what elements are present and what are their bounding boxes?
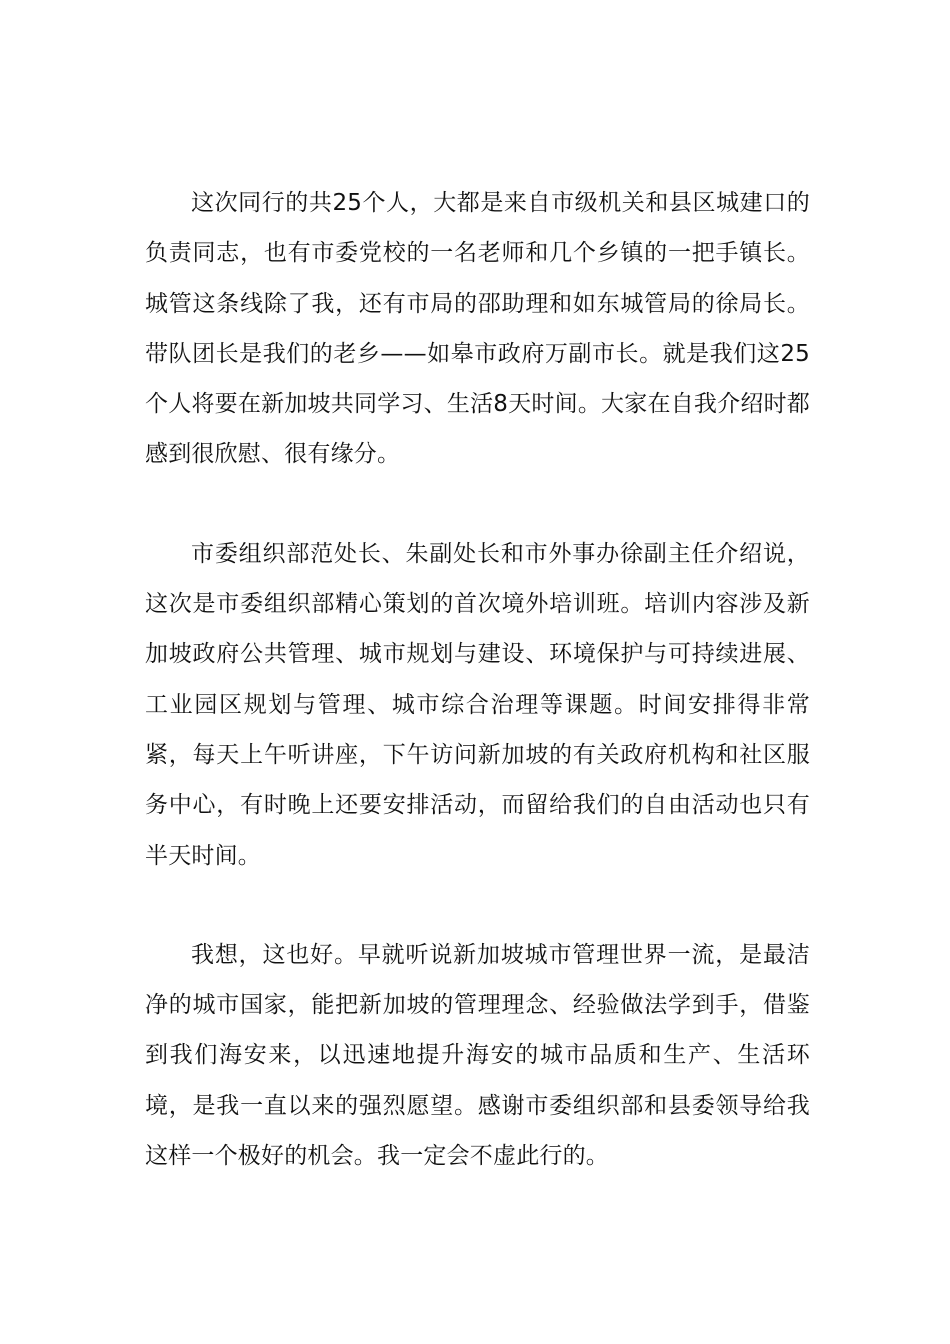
paragraph-1: 这次同行的共25个人，大都是来自市级机关和县区城建口的负责同志，也有市委党校的一名老师和几个乡镇的一把手镇长。城管这条线除了我，还有市局的邵助理和如东城管局的徐局长。带队团长是我们的老乡——如皋市政府万副市长。就是我们这25个人将要在新加坡共同学习、生活8天时间。大家在自我介绍时都感到很欣慰、很有缘分。 <box>145 190 810 468</box>
paragraph-2: 市委组织部范处长、朱副处长和市外事办徐副主任介绍说，这次是市委组织部精心策划的首次境外培训班。培训内容涉及新加坡政府公共管理、城市规划与建设、环境保护与可持续进展、工业园区规划与管理、城市综合治理等课题。时间安排得非常紧，每天上午听讲座，下午访问新加坡的有关政府机构和社区服务中心，有时晚上还要安排活动，而留给我们的自由活动也只有半天时间。 <box>145 540 810 869</box>
paragraph-3: 我想，这也好。早就听说新加坡城市管理世界一流，是最洁净的城市国家，能把新加坡的管理理念、经验做法学到手，借鉴到我们海安来，以迅速地提升海安的城市品质和生产、生活环境，是我一直以来的强烈愿望。感谢市委组织部和县委领导给我这样一个极好的机会。我一定会不虚此行的。 <box>145 941 810 1170</box>
document-body <box>145 178 810 1181</box>
